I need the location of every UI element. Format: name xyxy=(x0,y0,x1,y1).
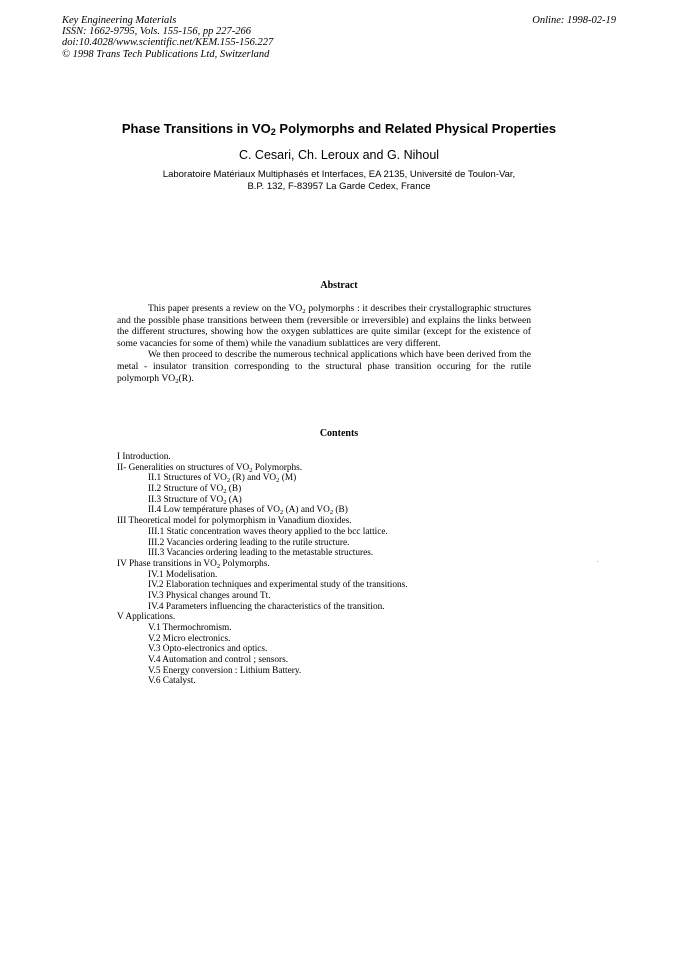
toc-subsection xyxy=(117,473,408,484)
online-date: Online: 1998-02-19 xyxy=(532,15,616,26)
journal-name: Key Engineering Materials xyxy=(62,15,177,26)
toc-subscript: 2 xyxy=(249,466,253,474)
toc-text: II.1 Structures of VO xyxy=(148,473,227,484)
toc-subsection xyxy=(117,602,408,613)
title-subscript: 2 xyxy=(270,127,276,137)
toc-text: III Theoretical model for polymorphism in Vanadium dioxides. xyxy=(117,516,352,527)
toc-text: V Applications. xyxy=(117,612,176,623)
toc-subsection xyxy=(117,527,408,538)
abstract-paragraph xyxy=(117,349,531,384)
toc-subscript: 2 xyxy=(223,488,227,496)
toc-subscript: 2 xyxy=(223,498,227,506)
abstract-text: polymorphs : it describes their crystallographic structures and the possible phase transitions between them (reversible or irreversible) and explains the links between the different structures, showing how the oxygen sublattices are quite similar (except for the existence of some vacancies for some of them) while the vanadium sublattices are very different. xyxy=(117,303,531,349)
toc-subsection xyxy=(117,570,408,581)
toc-text: (B) xyxy=(226,484,242,495)
contents-heading: Contents xyxy=(319,428,359,439)
toc-subscript: 2 xyxy=(280,509,284,517)
toc-section xyxy=(117,559,408,570)
toc-text: IV.2 Elaboration techniques and experimental study of the transitions. xyxy=(148,580,408,591)
toc-text: V.1 Thermochromism. xyxy=(148,623,232,633)
issn-line: ISSN: 1662-9795, Vols. 155-156, pp 227-266 xyxy=(62,26,251,38)
toc-subsection xyxy=(117,495,408,506)
toc-text: III.1 Static concentration waves theory applied to the bcc lattice. xyxy=(148,526,388,537)
toc-text: V.3 Opto-electronics and optics. xyxy=(148,644,268,655)
toc-subsection xyxy=(117,666,408,677)
toc-text: II- Generalities on structures of VO xyxy=(117,462,250,473)
table-of-contents xyxy=(117,452,408,687)
toc-subscript: 2 xyxy=(276,477,280,485)
abstract-subscript: 2 xyxy=(175,377,179,385)
abstract-text: This paper presents a review on the VO xyxy=(148,303,303,314)
journal-header xyxy=(62,15,273,60)
title-text-rest: Polymorphs and Related Physical Properties xyxy=(275,121,557,136)
affiliation-line: Laboratoire Matériaux Multiphasés et Interfaces, EA 2135, Université de Toulon-Var, xyxy=(162,169,516,180)
affiliation-line: B.P. 132, F-83957 La Garde Cedex, France xyxy=(247,180,431,192)
toc-text: V.5 Energy conversion : Lithium Battery. xyxy=(148,665,302,676)
abstract-text: (R). xyxy=(178,372,194,384)
toc-text: V.2 Micro electronics. xyxy=(148,633,231,644)
toc-text: (M) xyxy=(279,473,297,484)
toc-section xyxy=(117,463,408,474)
toc-subsection xyxy=(117,505,408,516)
toc-subsection xyxy=(117,634,408,645)
toc-section xyxy=(117,452,408,463)
toc-text: (A) xyxy=(226,494,242,505)
abstract-body xyxy=(117,303,531,384)
toc-text: Polymorphs. xyxy=(252,462,303,473)
abstract-text: We then proceed to describe the numerous technical applications which have been derived from the metal - insulator transition corresponding to the structural phase transition occuring for the rutile polymorph VO xyxy=(117,349,531,384)
toc-subscript: 2 xyxy=(226,477,231,485)
toc-text: (R) and VO xyxy=(230,473,277,484)
toc-text: IV.1 Modelisation. xyxy=(148,569,218,580)
abstract-subscript: 2 xyxy=(302,308,306,315)
toc-text: III.2 Vacancies ordering leading to the rutile structure. xyxy=(148,537,350,548)
toc-text: V.4 Automation and control ; sensors. xyxy=(148,655,289,666)
toc-text: III.3 Vacancies ordering leading to the metastable structures. xyxy=(148,548,374,559)
paper-title xyxy=(0,121,678,136)
toc-text: IV.3 Physical changes around Tt. xyxy=(148,590,271,601)
toc-section xyxy=(117,612,408,623)
copyright-line: © 1998 Trans Tech Publications Ltd, Switzerland xyxy=(62,48,270,60)
title-text: Phase Transitions in VO xyxy=(121,121,271,136)
toc-text: II.4 Low température phases of VO xyxy=(148,505,281,516)
affiliation xyxy=(0,169,678,192)
toc-text: V.6 Catalyst. xyxy=(148,676,196,687)
toc-subsection xyxy=(117,623,408,634)
authors: C. Cesari, Ch. Leroux and G. Nihoul xyxy=(238,148,440,162)
doi-line: doi:10.4028/www.scientific.net/KEM.155-156.227 xyxy=(62,37,274,49)
toc-text: (B) xyxy=(333,505,348,516)
toc-text: I Introduction. xyxy=(117,452,171,462)
toc-subsection xyxy=(117,548,408,559)
toc-subscript: 2 xyxy=(216,562,221,570)
toc-text: (A) and VO xyxy=(283,505,330,516)
toc-text: II.3 Structure of VO xyxy=(148,494,224,505)
toc-subsection xyxy=(117,591,408,602)
toc-subscript: 2 xyxy=(329,509,334,517)
toc-subsection xyxy=(117,538,408,549)
toc-text: IV Phase transitions in VO xyxy=(117,558,217,569)
toc-text: II.2 Structure of VO xyxy=(148,484,224,495)
toc-subsection xyxy=(117,644,408,655)
toc-section xyxy=(117,516,408,527)
toc-subsection xyxy=(117,484,408,495)
toc-subsection xyxy=(117,676,408,687)
toc-subsection xyxy=(117,580,408,591)
toc-text: IV.4 Parameters influencing the characteristics of the transition. xyxy=(148,601,385,612)
toc-subsection xyxy=(117,655,408,666)
abstract-paragraph xyxy=(117,303,531,349)
stray-mark xyxy=(597,561,598,562)
abstract-heading: Abstract xyxy=(320,280,358,291)
toc-text: Polymorphs. xyxy=(220,558,270,569)
